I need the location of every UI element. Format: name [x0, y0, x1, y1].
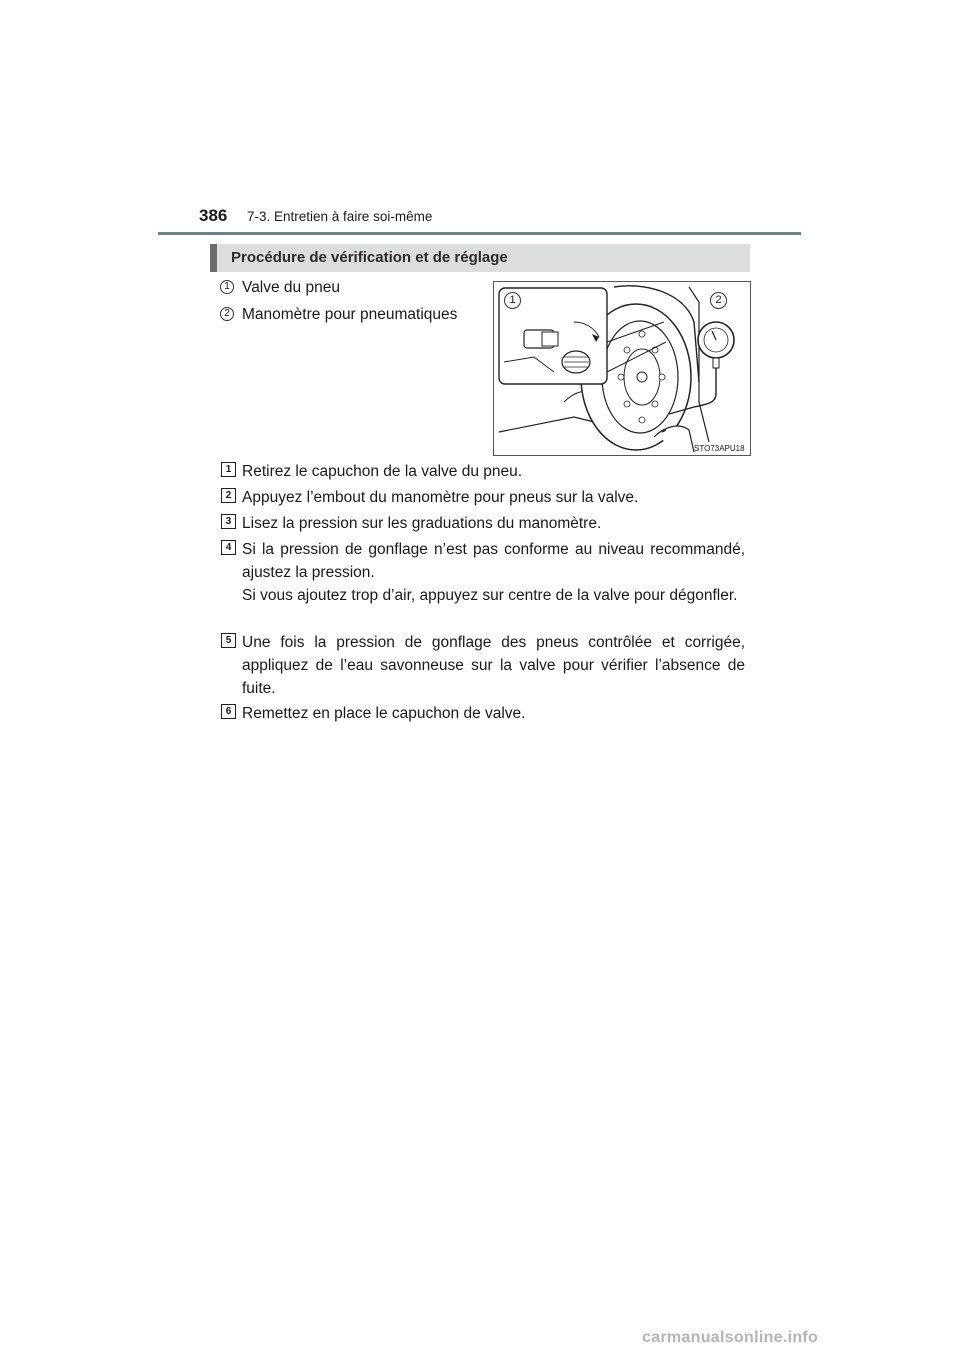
- step-number-1: 1: [221, 462, 236, 477]
- step-text-2: Appuyez l’embout du manomètre pour pneus sur la valve.: [242, 489, 639, 506]
- illustration-drawing: [494, 282, 750, 455]
- step-number-2: 2: [221, 488, 236, 503]
- step-number-4: 4: [221, 540, 236, 555]
- step-text-5: Une fois la pression de gonflage des pneus contrôlée et corrigée, appliquez de l’eau savonneuse sur la valve pour vérifier l’absence de fuite.: [242, 634, 745, 697]
- figure-code: STO73APU18: [694, 444, 745, 453]
- figure-callout-1: 1: [504, 292, 521, 309]
- footer-watermark: carmanualsonline.info: [642, 1329, 819, 1346]
- step-text-1: Retirez le capuchon de la valve du pneu.: [242, 463, 523, 480]
- page-number: 386: [199, 206, 228, 225]
- step-number-6: 6: [221, 704, 236, 719]
- header-rule: [158, 232, 801, 235]
- step-text-3: Lisez la pression sur les graduations du manomètre.: [242, 515, 602, 532]
- section-title: 7-3. Entretien à faire soi-même: [247, 209, 433, 224]
- step-text-6: Remettez en place le capuchon de valve.: [242, 705, 526, 722]
- step-number-3: 3: [221, 514, 236, 529]
- legend-label-1: Valve du pneu: [242, 279, 340, 296]
- procedure-heading: Procédure de vérification et de réglage: [231, 249, 508, 266]
- legend-number-1: 1: [220, 280, 234, 294]
- legend-number-2: 2: [220, 307, 234, 321]
- legend-label-2: Manomètre pour pneumatiques: [242, 306, 458, 323]
- step-number-5: 5: [221, 633, 236, 648]
- step-text-4: Si la pression de gonflage n’est pas conforme au niveau recommandé, ajustez la pression.: [242, 541, 745, 581]
- figure-callout-2: 2: [710, 292, 727, 309]
- step-text-4b: Si vous ajoutez trop d’air, appuyez sur centre de la valve pour dégonfler.: [242, 587, 738, 604]
- heading-box: [210, 244, 750, 272]
- tire-gauge-illustration: [493, 281, 751, 456]
